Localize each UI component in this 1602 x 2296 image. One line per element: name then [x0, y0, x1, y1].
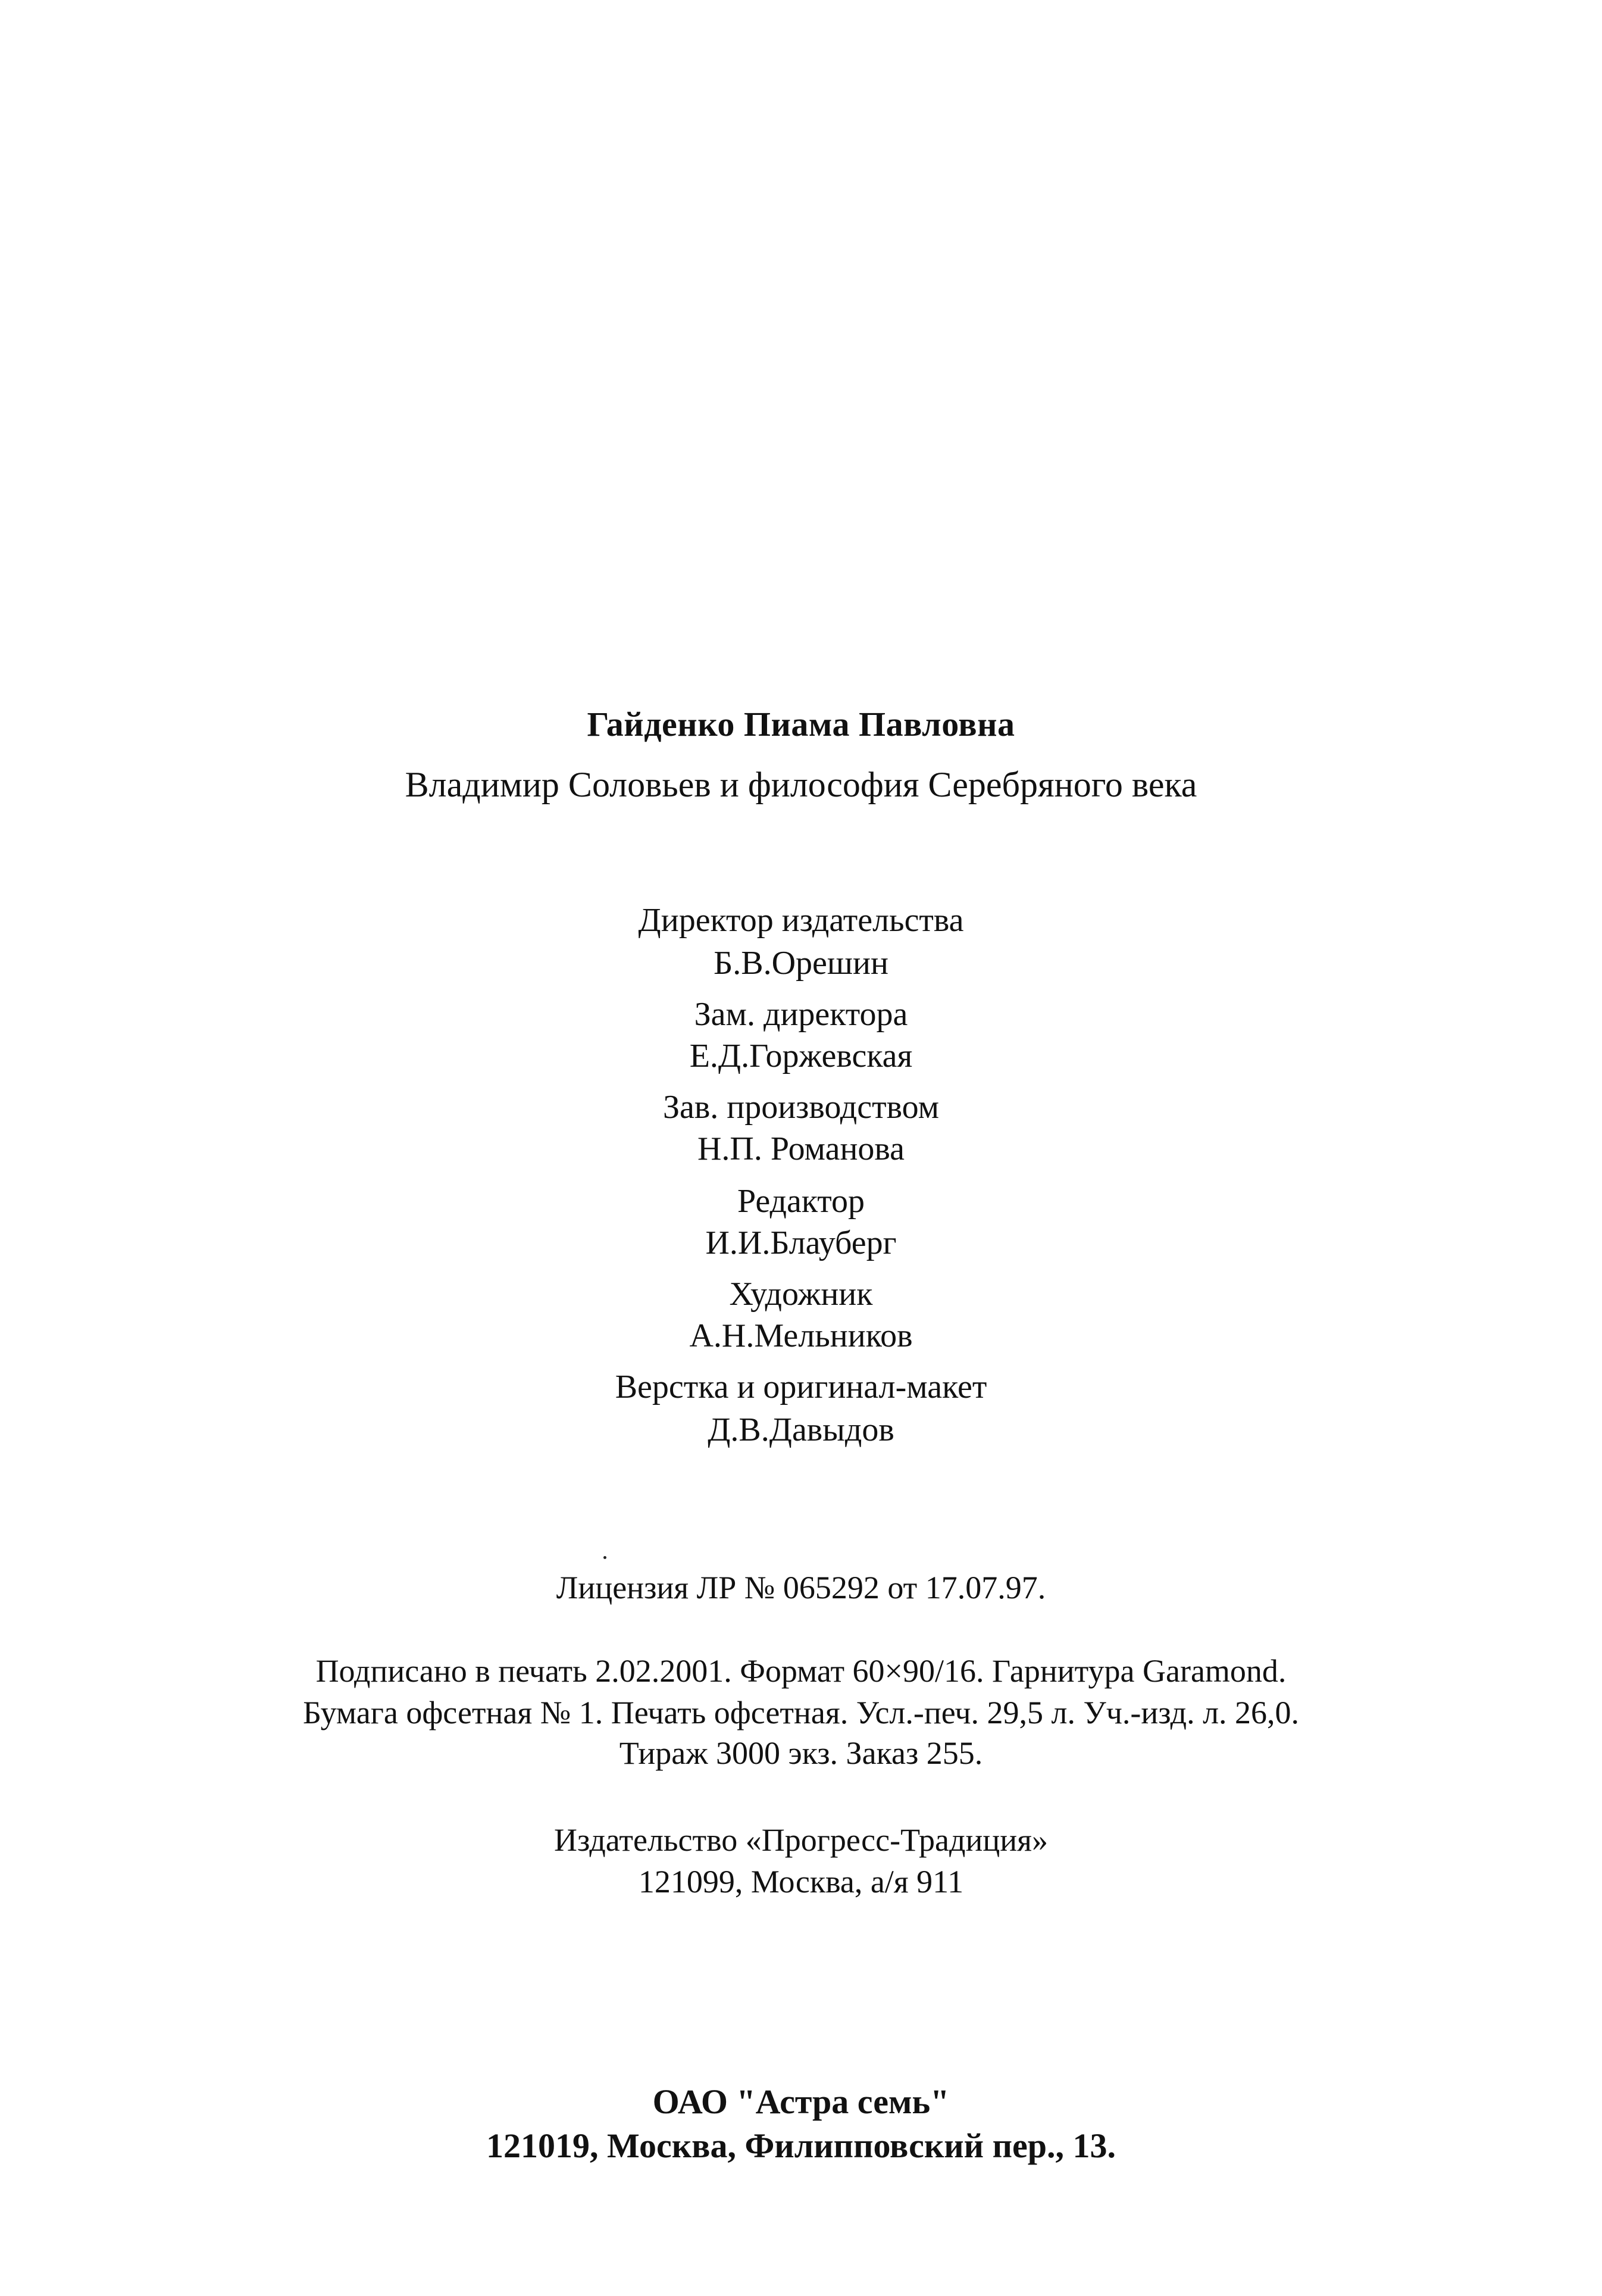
credit-role: Зам. директора — [694, 996, 908, 1033]
book-title: Владимир Соловьев и философия Серебряного века — [405, 765, 1197, 804]
stray-dot — [603, 1556, 606, 1559]
credit-name: И.И.Блауберг — [705, 1224, 897, 1261]
credit-role: Редактор — [737, 1183, 865, 1220]
credit-role: Директор издательства — [638, 902, 964, 939]
credit-name: Е.Д.Горжевская — [689, 1038, 913, 1074]
credit-name: А.Н.Мельников — [689, 1317, 913, 1354]
book-author: Гайденко Пиама Павловна — [587, 705, 1015, 744]
credit-name: Д.В.Давыдов — [708, 1411, 894, 1448]
credit-role: Верстка и оригинал-макет — [615, 1369, 987, 1405]
credit-role: Художник — [729, 1276, 873, 1313]
credit-name: Н.П. Романова — [697, 1130, 905, 1167]
license-line: Лицензия ЛР № 065292 от 17.07.97. — [556, 1570, 1046, 1605]
publisher-name: Издательство «Прогресс-Традиция» — [553, 1822, 1048, 1858]
publisher-address: 121099, Москва, а/я 911 — [638, 1864, 964, 1900]
printer-address: 121019, Москва, Филипповский пер., 13. — [486, 2126, 1116, 2165]
print-info-line: Подписано в печать 2.02.2001. Формат 60×90/16. Гарнитура Garamond. — [315, 1653, 1287, 1689]
printer-name: ОАО "Астра семь" — [652, 2082, 950, 2121]
print-info-line: Бумага офсетная № 1. Печать офсетная. Усл.-печ. 29,5 л. Уч.-изд. л. 26,0. — [302, 1695, 1300, 1730]
print-info-line: Тираж 3000 экз. Заказ 255. — [619, 1735, 983, 1771]
credit-name: Б.В.Орешин — [714, 945, 888, 982]
credit-role: Зав. производством — [662, 1089, 940, 1126]
